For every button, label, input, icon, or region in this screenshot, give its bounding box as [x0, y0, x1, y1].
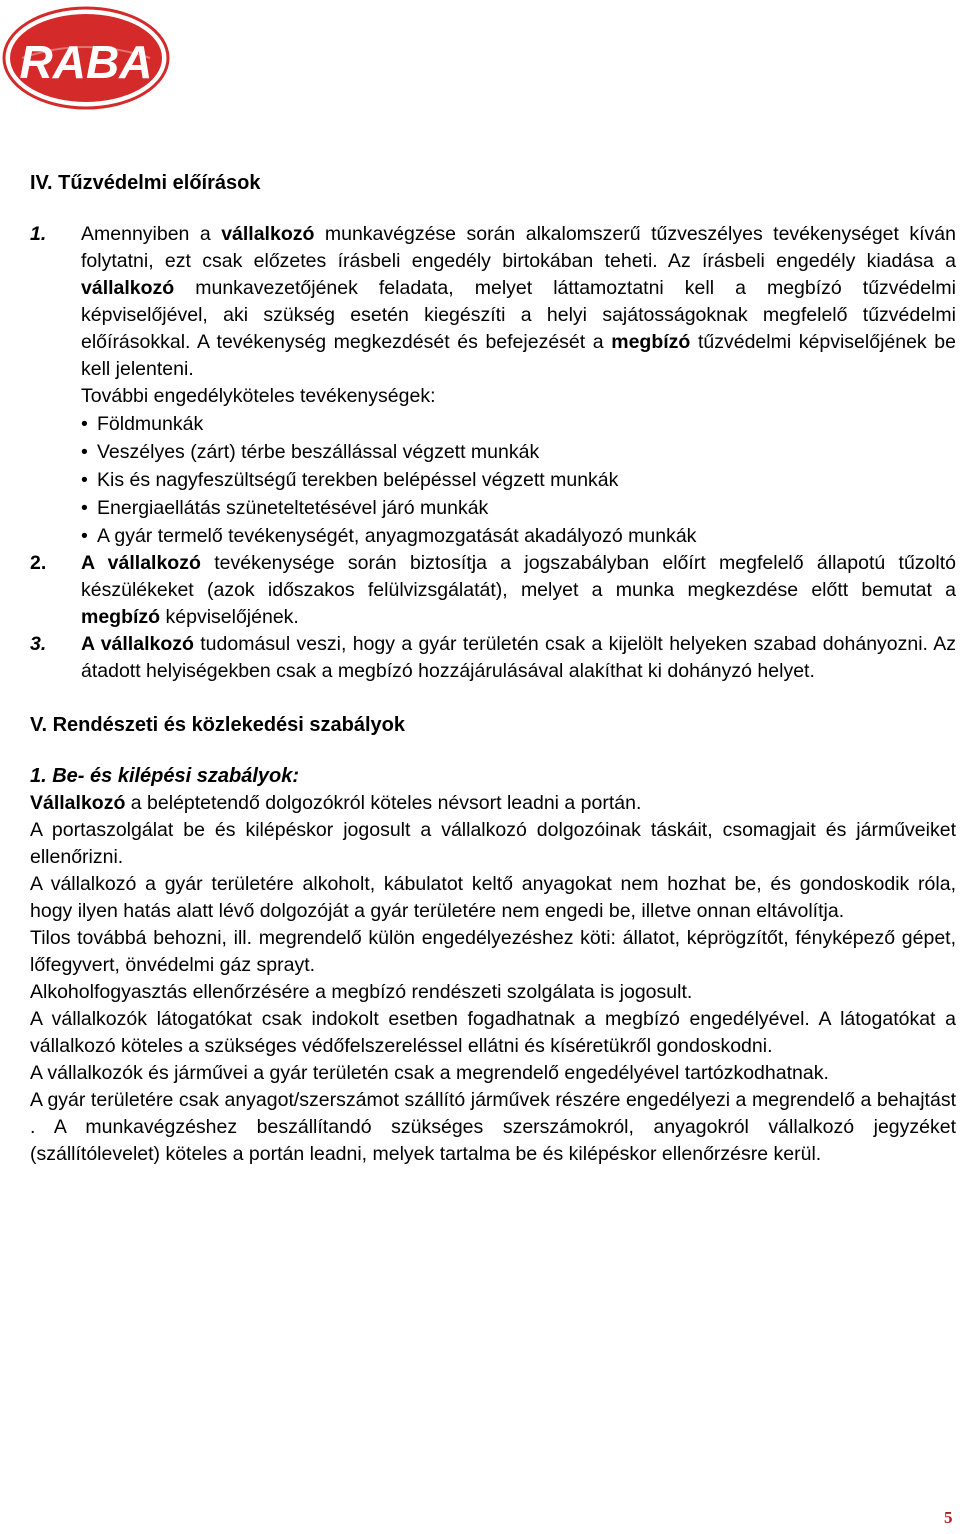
subsection-title: 1. Be- és kilépési szabályok: — [30, 765, 300, 787]
logo-text: RABA — [19, 36, 153, 88]
item-1-text: Amennyiben a vállalkozó munkavégzése során alkalomszerű tűzveszélyes tevékenységet kíván folytatni, ezt csak előzetes írásbeli engedély birtokában teheti. Az írásbeli engedély kiadása a vállalkozó munkavezetőjének feladata, melyet láttamoztatni kell a megbízó tűzvédelmi képviselőjével, aki szükség esetén kiegészíti a helyi sajátosságoknak megfelelő tűzvédelmi előírásokkal. A tevékenység megkezdését és befejezését a megbízó tűzvédelmi képviselőjének be kell jelenteni. — [81, 223, 956, 380]
section-4-title: IV. Tűzvédelmi előírások — [30, 172, 261, 194]
item-number: 3. — [30, 633, 47, 655]
list-intro: További engedélyköteles tevékenységek: — [81, 385, 436, 407]
list-item: • Kis és nagyfeszültségű terekben belépéssel végzett munkák — [81, 466, 956, 494]
paragraph: Tilos továbbá behozni, ill. megrendelő külön engedélyezéshez köti: állatot, képrögzítőt, fényképező gépet, lőfegyvert, önvédelmi gáz sprayt. — [30, 927, 956, 976]
item-number: 1. — [30, 223, 47, 245]
paragraph: Vállalkozó a beléptetendő dolgozókról köteles névsort leadni a portán. — [30, 792, 642, 814]
paragraph: A vállalkozók látogatókat csak indokolt esetben fogadhatnak a megbízó engedélyével. A látogatókat a vállalkozó köteles a szükséges védőfelszereléssel ellátni és kíséretükről gondoskodni. — [30, 1008, 956, 1057]
list-item: • Energiaellátás szüneteltetésével járó munkák — [81, 494, 956, 522]
item-2-text: A vállalkozó tevékenysége során biztosítja a jogszabályban előírt megfelelő állapotú tűzoltó készülékeket (azok időszakos felülvizsgálatát), melyet a munka megkezdése előtt bemutat a megbízó képviselőjének. — [81, 552, 956, 628]
list-item: • A gyár termelő tevékenységét, anyagmozgatását akadályozó munkák — [81, 522, 956, 550]
item-3-text: A vállalkozó tudomásul veszi, hogy a gyár területén csak a kijelölt helyeken szabad dohányozni. Az átadott helyiségekben csak a megbízó hozzájárulásával alakíthat ki dohányzó helyet. — [81, 633, 956, 682]
paragraph: A vállalkozó a gyár területére alkoholt, kábulatot keltő anyagokat nem hozhat be, és gondoskodik róla, hogy ilyen hatás alatt lévő dolgozóját a gyár területére nem engedi be, illetve onnan eltávolítja. — [30, 873, 956, 922]
page-number: 5 — [944, 1508, 953, 1527]
list-item: • Földmunkák — [81, 410, 956, 438]
fire-item-2 — [30, 550, 956, 631]
item-number: 2. — [30, 552, 47, 574]
list-item: • Veszélyes (zárt) térbe beszállással végzett munkák — [81, 438, 956, 466]
section-5-title: V. Rendészeti és közlekedési szabályok — [30, 714, 406, 736]
raba-logo — [2, 6, 170, 110]
paragraph: A gyár területére csak anyagot/szerszámot szállító járművek részére engedélyezi a megrendelő a behajtást . A munkavégzéshez beszállítandó szükséges szerszámokról, anyagokról vállalkozó jegyzéket (szállítólevelet) köteles a portán leadni, melyek tartalma be és kilépéskor ellenőrzésre kerül. — [30, 1089, 956, 1165]
permit-list — [81, 410, 956, 550]
paragraph: Alkoholfogyasztás ellenőrzésére a megbízó rendészeti szolgálata is jogosult. — [30, 981, 693, 1003]
document-body — [30, 170, 956, 1168]
paragraph: A vállalkozók és járművei a gyár területén csak a megrendelő engedélyével tartózkodhatnak. — [30, 1062, 829, 1084]
fire-item-1 — [30, 221, 956, 550]
paragraph: A portaszolgálat be és kilépéskor jogosult a vállalkozó dolgozóinak táskáit, csomagjait és járműveiket ellenőrizni. — [30, 819, 956, 868]
fire-item-3 — [30, 631, 956, 685]
